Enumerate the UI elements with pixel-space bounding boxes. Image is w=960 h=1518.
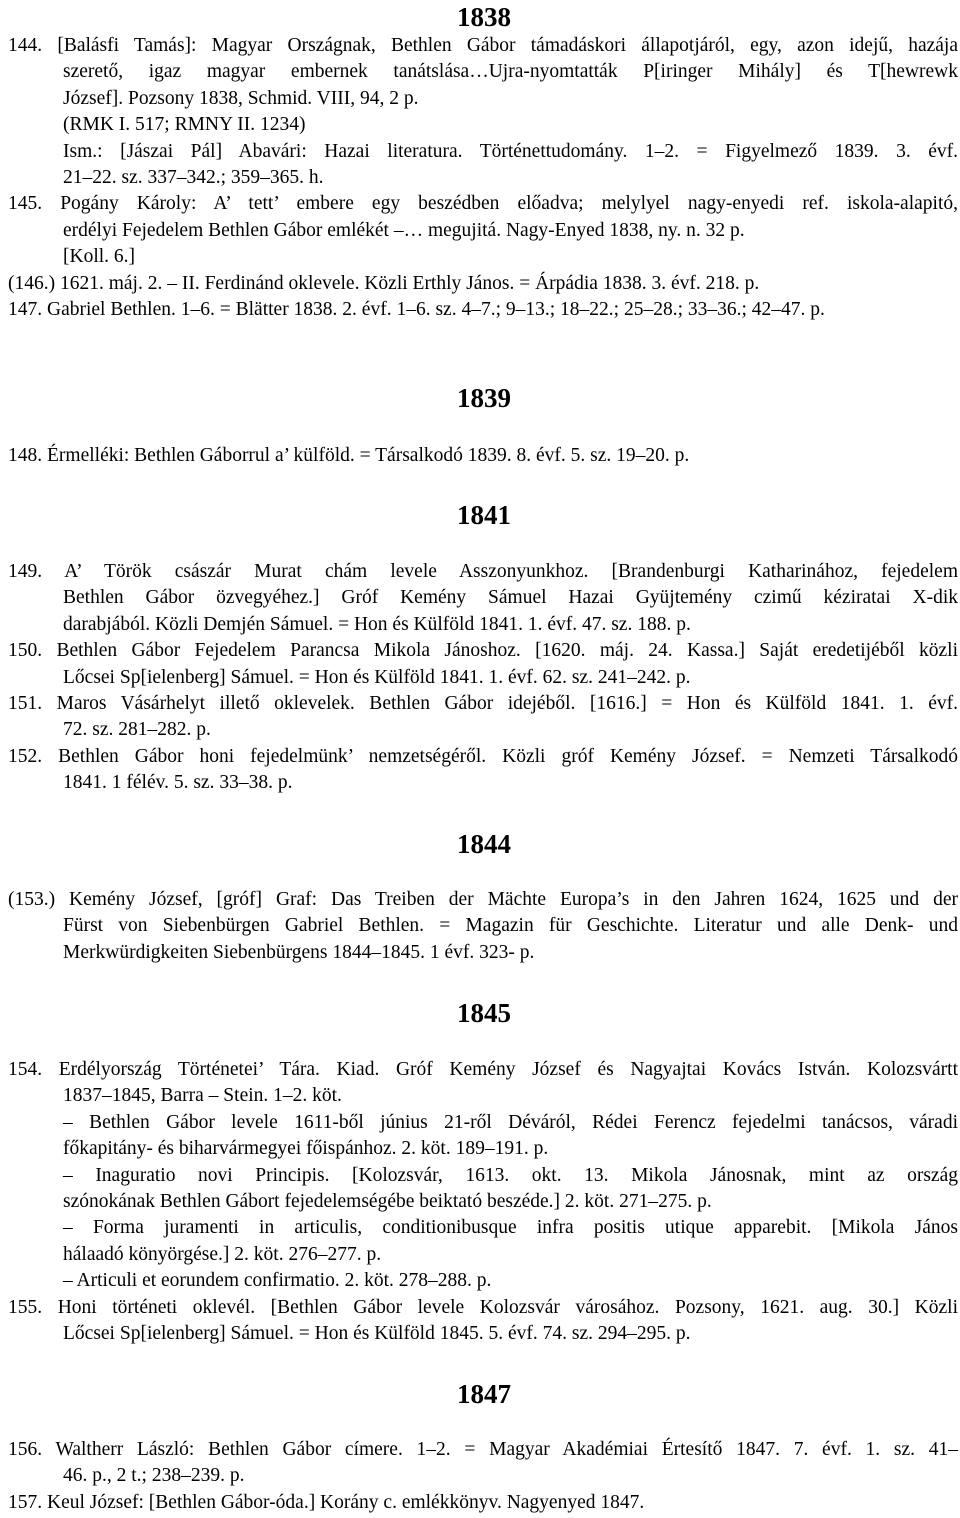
- entry-154-line-1: 154. Erdélyország Történetei’ Tára. Kiad. Gróf Kemény József és Nagyajtai Kovács István. Kolozsvártt: [8, 1059, 958, 1080]
- entry-154-sub-2-line-2: szónokának Bethlen Gábort fejedelemségébe beiktató beszéde.] 2. köt. 271‒275. p.: [63, 1191, 712, 1213]
- section-1841: [8, 559, 958, 797]
- entry-145-line-3: [Koll. 6.]: [63, 246, 136, 268]
- section-1844: [8, 887, 958, 966]
- section-1845: [8, 1057, 958, 1347]
- entry-155-line-1: 155. Honi történeti oklevél. [Bethlen Gábor levele Kolozsvár városához. Pozsony, 1621. aug. 30.] Közli: [8, 1296, 958, 1318]
- entry-145-line-2: erdélyi Fejedelem Bethlen Gábor emlékét ‒… megujitá. Nagy-Enyed 1838, ny. n. 32 p.: [63, 219, 745, 241]
- entry-152-line-2: 1841. 1 félév. 5. sz. 33‒38. p.: [63, 772, 293, 794]
- entry-146-line-1: (146.) 1621. máj. 2. ‒ II. Ferdinánd oklevele. Közli Erthly János. = Árpádia 1838. 3. évf. 218. p.: [8, 272, 760, 294]
- entry-155-line-2: Lőcsei Sp[ielenberg] Sámuel. = Hon és Külföld 1845. 5. évf. 74. sz. 294‒295. p.: [63, 1323, 691, 1345]
- entry-144-line-3: József]. Pozsony 1838, Schmid. VIII, 94, 2 p.: [63, 87, 419, 109]
- year-heading-1841: 1841: [457, 500, 511, 530]
- entry-152-line-1: 152. Bethlen Gábor honi fejedelmünk’ nemzetségéről. Közli gróf Kemény József. = Nemzeti Társalkodó: [8, 745, 958, 767]
- section-1839: [8, 443, 958, 469]
- entry-148-line-1: 148. Érmelléki: Bethlen Gáborrul a’ külföld. = Társalkodó 1839. 8. évf. 5. sz. 19‒20. p.: [8, 445, 690, 466]
- section-1838: [8, 33, 958, 323]
- entry-151-line-1: 151. Maros Vásárhelyt illető oklevelek. Bethlen Gábor idejéből. [1616.] = Hon és Külföld 1841. 1. évf.: [8, 693, 958, 715]
- entry-150-line-1: 150. Bethlen Gábor Fejedelem Parancsa Mikola Jánoshoz. [1620. máj. 24. Kassa.] Saját eredetijéből közli: [8, 640, 958, 662]
- entry-154-sub-1-line-2: főkapitány- és biharvármegyei főispánhoz. 2. köt. 189‒191. p.: [63, 1138, 549, 1160]
- entry-145-line-1: 145. Pogány Károly: A’ tett’ embere egy beszédben előadva; melylyel nagy-enyedi ref. iskola-alapitó,: [8, 193, 958, 215]
- entry-149-line-2: Bethlen Gábor özvegyéhez.] Gróf Kemény Sámuel Hazai Gyüjtemény czimű kéziratai X-dik: [63, 587, 958, 609]
- entry-149-line-1: 149. A’ Török császár Murat chám levele Asszonyunkhoz. [Brandenburgi Katharinához, fejedelem: [8, 561, 958, 582]
- year-heading-1839: 1839: [457, 383, 511, 413]
- year-heading-1845: 1845: [457, 998, 511, 1028]
- entry-154-line-2: 1837‒1845, Barra ‒ Stein. 1‒2. köt.: [63, 1085, 342, 1107]
- entry-147-line-1: 147. Gabriel Bethlen. 1‒6. = Blätter 1838. 2. évf. 1‒6. sz. 4‒7.; 9‒13.; 18‒22.; 25‒28.; 33‒36.; 42‒47. p.: [8, 299, 825, 321]
- entry-144-line-2: szerető, igaz magyar embernek tanátslása…Ujra-nyomtatták P[iringer Mihály] és T[hewrewk: [63, 61, 958, 83]
- section-1847: [8, 1437, 958, 1516]
- entry-154-sub-4-line-1: ‒ Articuli et eorundem confirmatio. 2. köt. 278‒288. p.: [63, 1270, 492, 1292]
- entry-156-line-2: 46. p., 2 t.; 238‒239. p.: [63, 1465, 245, 1487]
- entry-154-sub-1-line-1: ‒ Bethlen Gábor levele 1611-ből június 21-ről Déváról, Rédei Ferencz fejedelmi tanácsos, váradi: [63, 1111, 958, 1133]
- entry-154-sub-2-line-1: ‒ Inaguratio novi Principis. [Kolozsvár, 1613. okt. 13. Mikola Jánosnak, mint az ország: [63, 1164, 958, 1186]
- entry-153-line-1: (153.) Kemény József, [gróf] Graf: Das Treiben der Mächte Europa’s in den Jahren 1624, 1625 und der: [8, 889, 958, 910]
- year-heading-1838: 1838: [457, 2, 511, 32]
- entry-149-line-3: darabjából. Közli Demjén Sámuel. = Hon és Külföld 1841. 1. évf. 47. sz. 188. p.: [63, 613, 691, 635]
- entry-153-line-2: Fürst von Siebenbürgen Gabriel Bethlen. = Magazin für Geschichte. Literatur und alle Denk- und: [63, 915, 958, 937]
- entry-156-line-1: 156. Waltherr László: Bethlen Gábor címere. 1‒2. = Magyar Akadémiai Értesítő 1847. 7. évf. 1. sz. 41‒: [8, 1439, 958, 1460]
- entry-150-line-2: Lőcsei Sp[ielenberg] Sámuel. = Hon és Külföld 1841. 1. évf. 62. sz. 241‒242. p.: [63, 666, 691, 688]
- entry-154-sub-3-line-1: ‒ Forma juramenti in articulis, conditionibusque infra positis utique apparebit. [Mikola János: [63, 1217, 958, 1239]
- entry-144-line-5: Ism.: [Jászai Pál] Abavári: Hazai literatura. Történettudomány. 1‒2. = Figyelmező 1839. 3. évf.: [63, 140, 958, 162]
- entry-144-line-6: 21‒22. sz. 337‒342.; 359‒365. h.: [63, 167, 324, 189]
- year-heading-1847: 1847: [457, 1379, 511, 1409]
- entry-151-line-2: 72. sz. 281‒282. p.: [63, 719, 211, 741]
- year-heading-1844: 1844: [457, 829, 511, 859]
- entry-154-sub-3-line-2: hálaadó könyörgése.] 2. köt. 276‒277. p.: [63, 1243, 382, 1265]
- entry-144-line-1: 144. [Balásfi Tamás]: Magyar Országnak, Bethlen Gábor támadáskori állapotjáról, egy, azon idejű, hazája: [8, 35, 958, 56]
- entry-157-line-1: 157. Keul József: [Bethlen Gábor-óda.] Korány c. emlékkönyv. Nagyenyed 1847.: [8, 1491, 645, 1513]
- entry-153-line-3: Merkwürdigkeiten Siebenbürgens 1844‒1845. 1 évf. 323- p.: [63, 941, 535, 963]
- entry-144-line-4: (RMK I. 517; RMNY II. 1234): [63, 114, 306, 136]
